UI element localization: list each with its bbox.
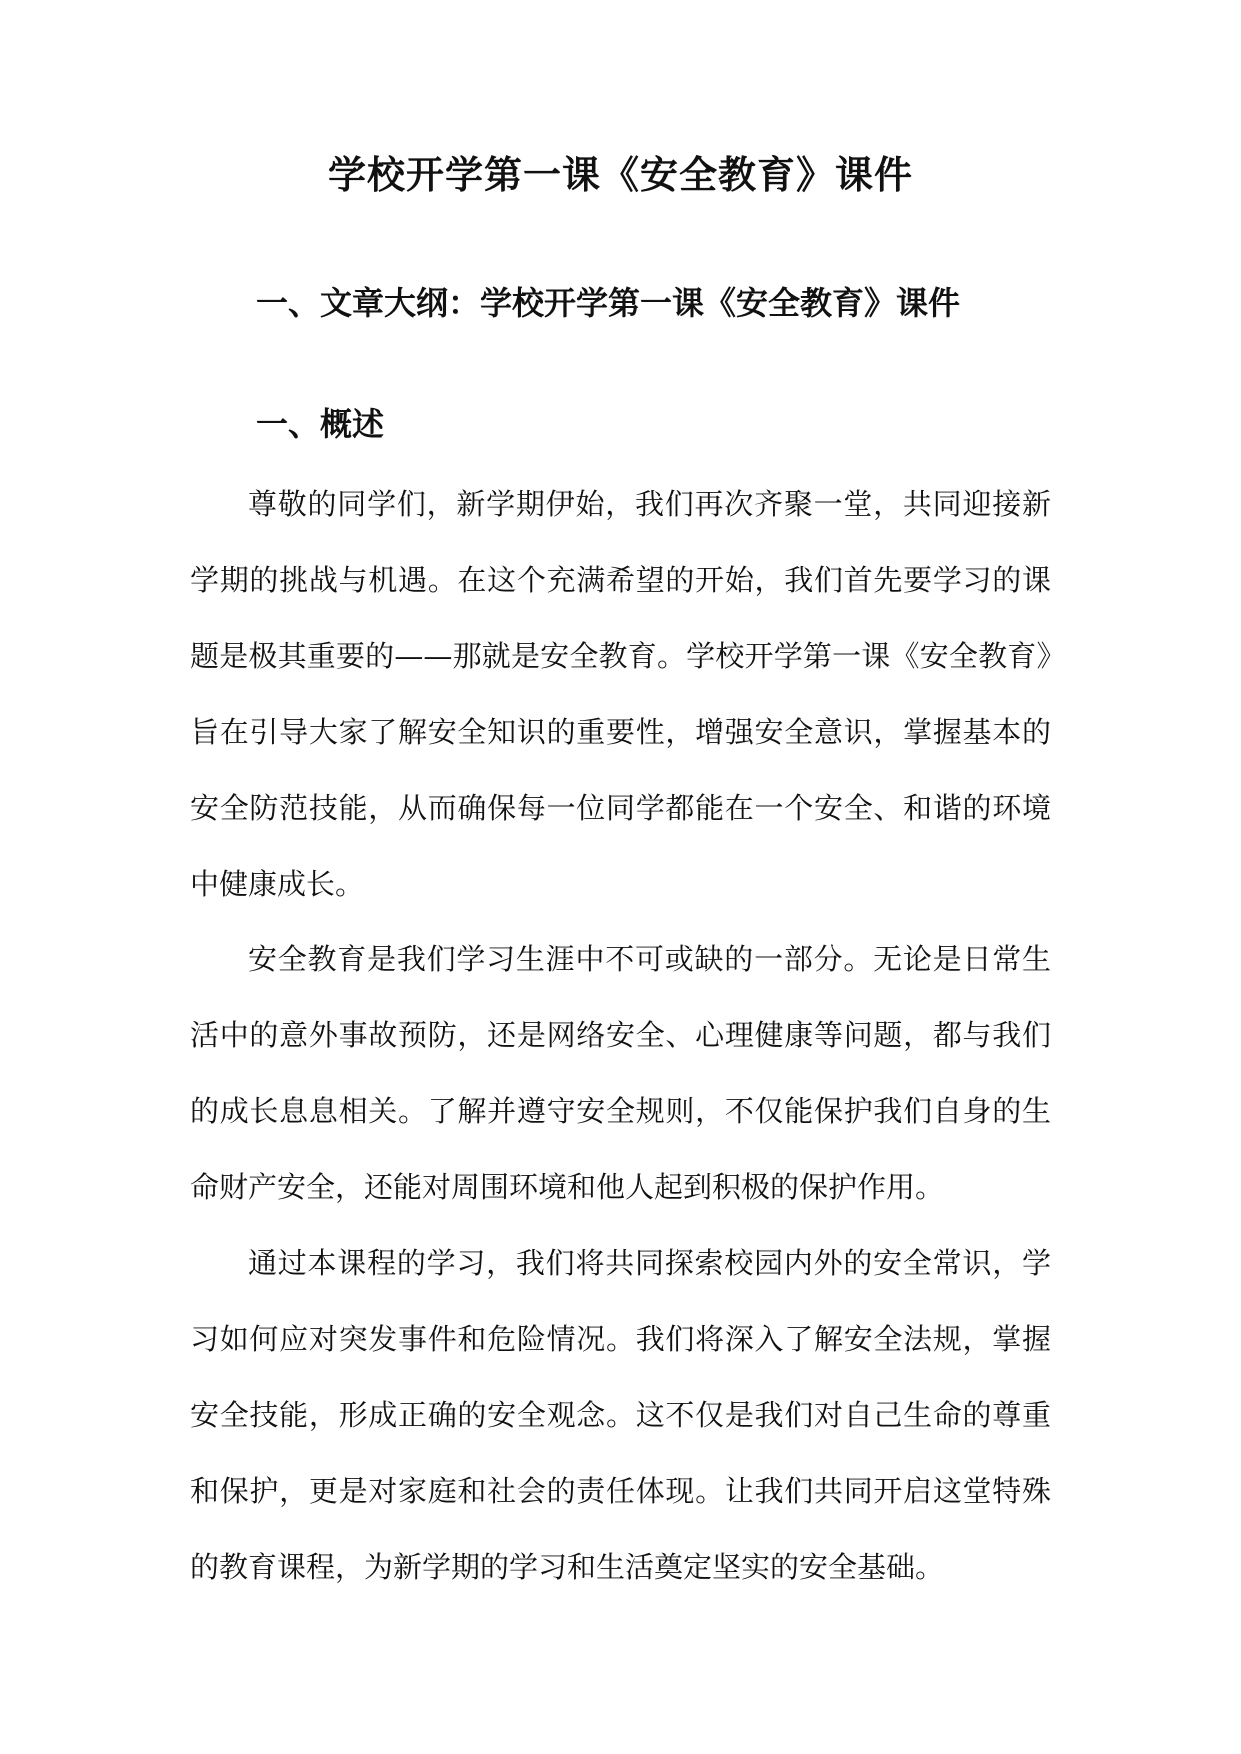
outline-heading: 一、文章大纲：学校开学第一课《安全教育》课件 xyxy=(256,284,961,322)
overview-heading: 一、概述 xyxy=(256,405,385,443)
paragraph-2: 安全教育是我们学习生涯中不可或缺的一部分。无论是日常生活中的意外事故预防，还是网络安全、心理健康等问题，都与我们的成长息息相关。了解并遵守安全规则，不仅能保护我们自身的生命财产安全，还能对周围环境和他人起到积极的保护作用。 xyxy=(190,942,1051,1204)
document-title: 学校开学第一课《安全教育》课件 xyxy=(327,153,913,197)
paragraph-1: 尊敬的同学们，新学期伊始，我们再次齐聚一堂，共同迎接新学期的挑战与机遇。在这个充满希望的开始，我们首先要学习的课题是极其重要的——那就是安全教育。学校开学第一课《安全教育》旨在引导大家了解安全知识的重要性，增强安全意识，掌握基本的安全防范技能，从而确保每一位同学都能在一个安全、和谐的环境中健康成长。 xyxy=(190,487,1051,901)
paragraph-3: 通过本课程的学习，我们将共同探索校园内外的安全常识，学习如何应对突发事件和危险情况。我们将深入了解安全法规，掌握安全技能，形成正确的安全观念。这不仅是我们对自己生命的尊重和保护，更是对家庭和社会的责任体现。让我们共同开启这堂特殊的教育课程，为新学期的学习和生活奠定坚实的安全基础。 xyxy=(190,1246,1051,1584)
